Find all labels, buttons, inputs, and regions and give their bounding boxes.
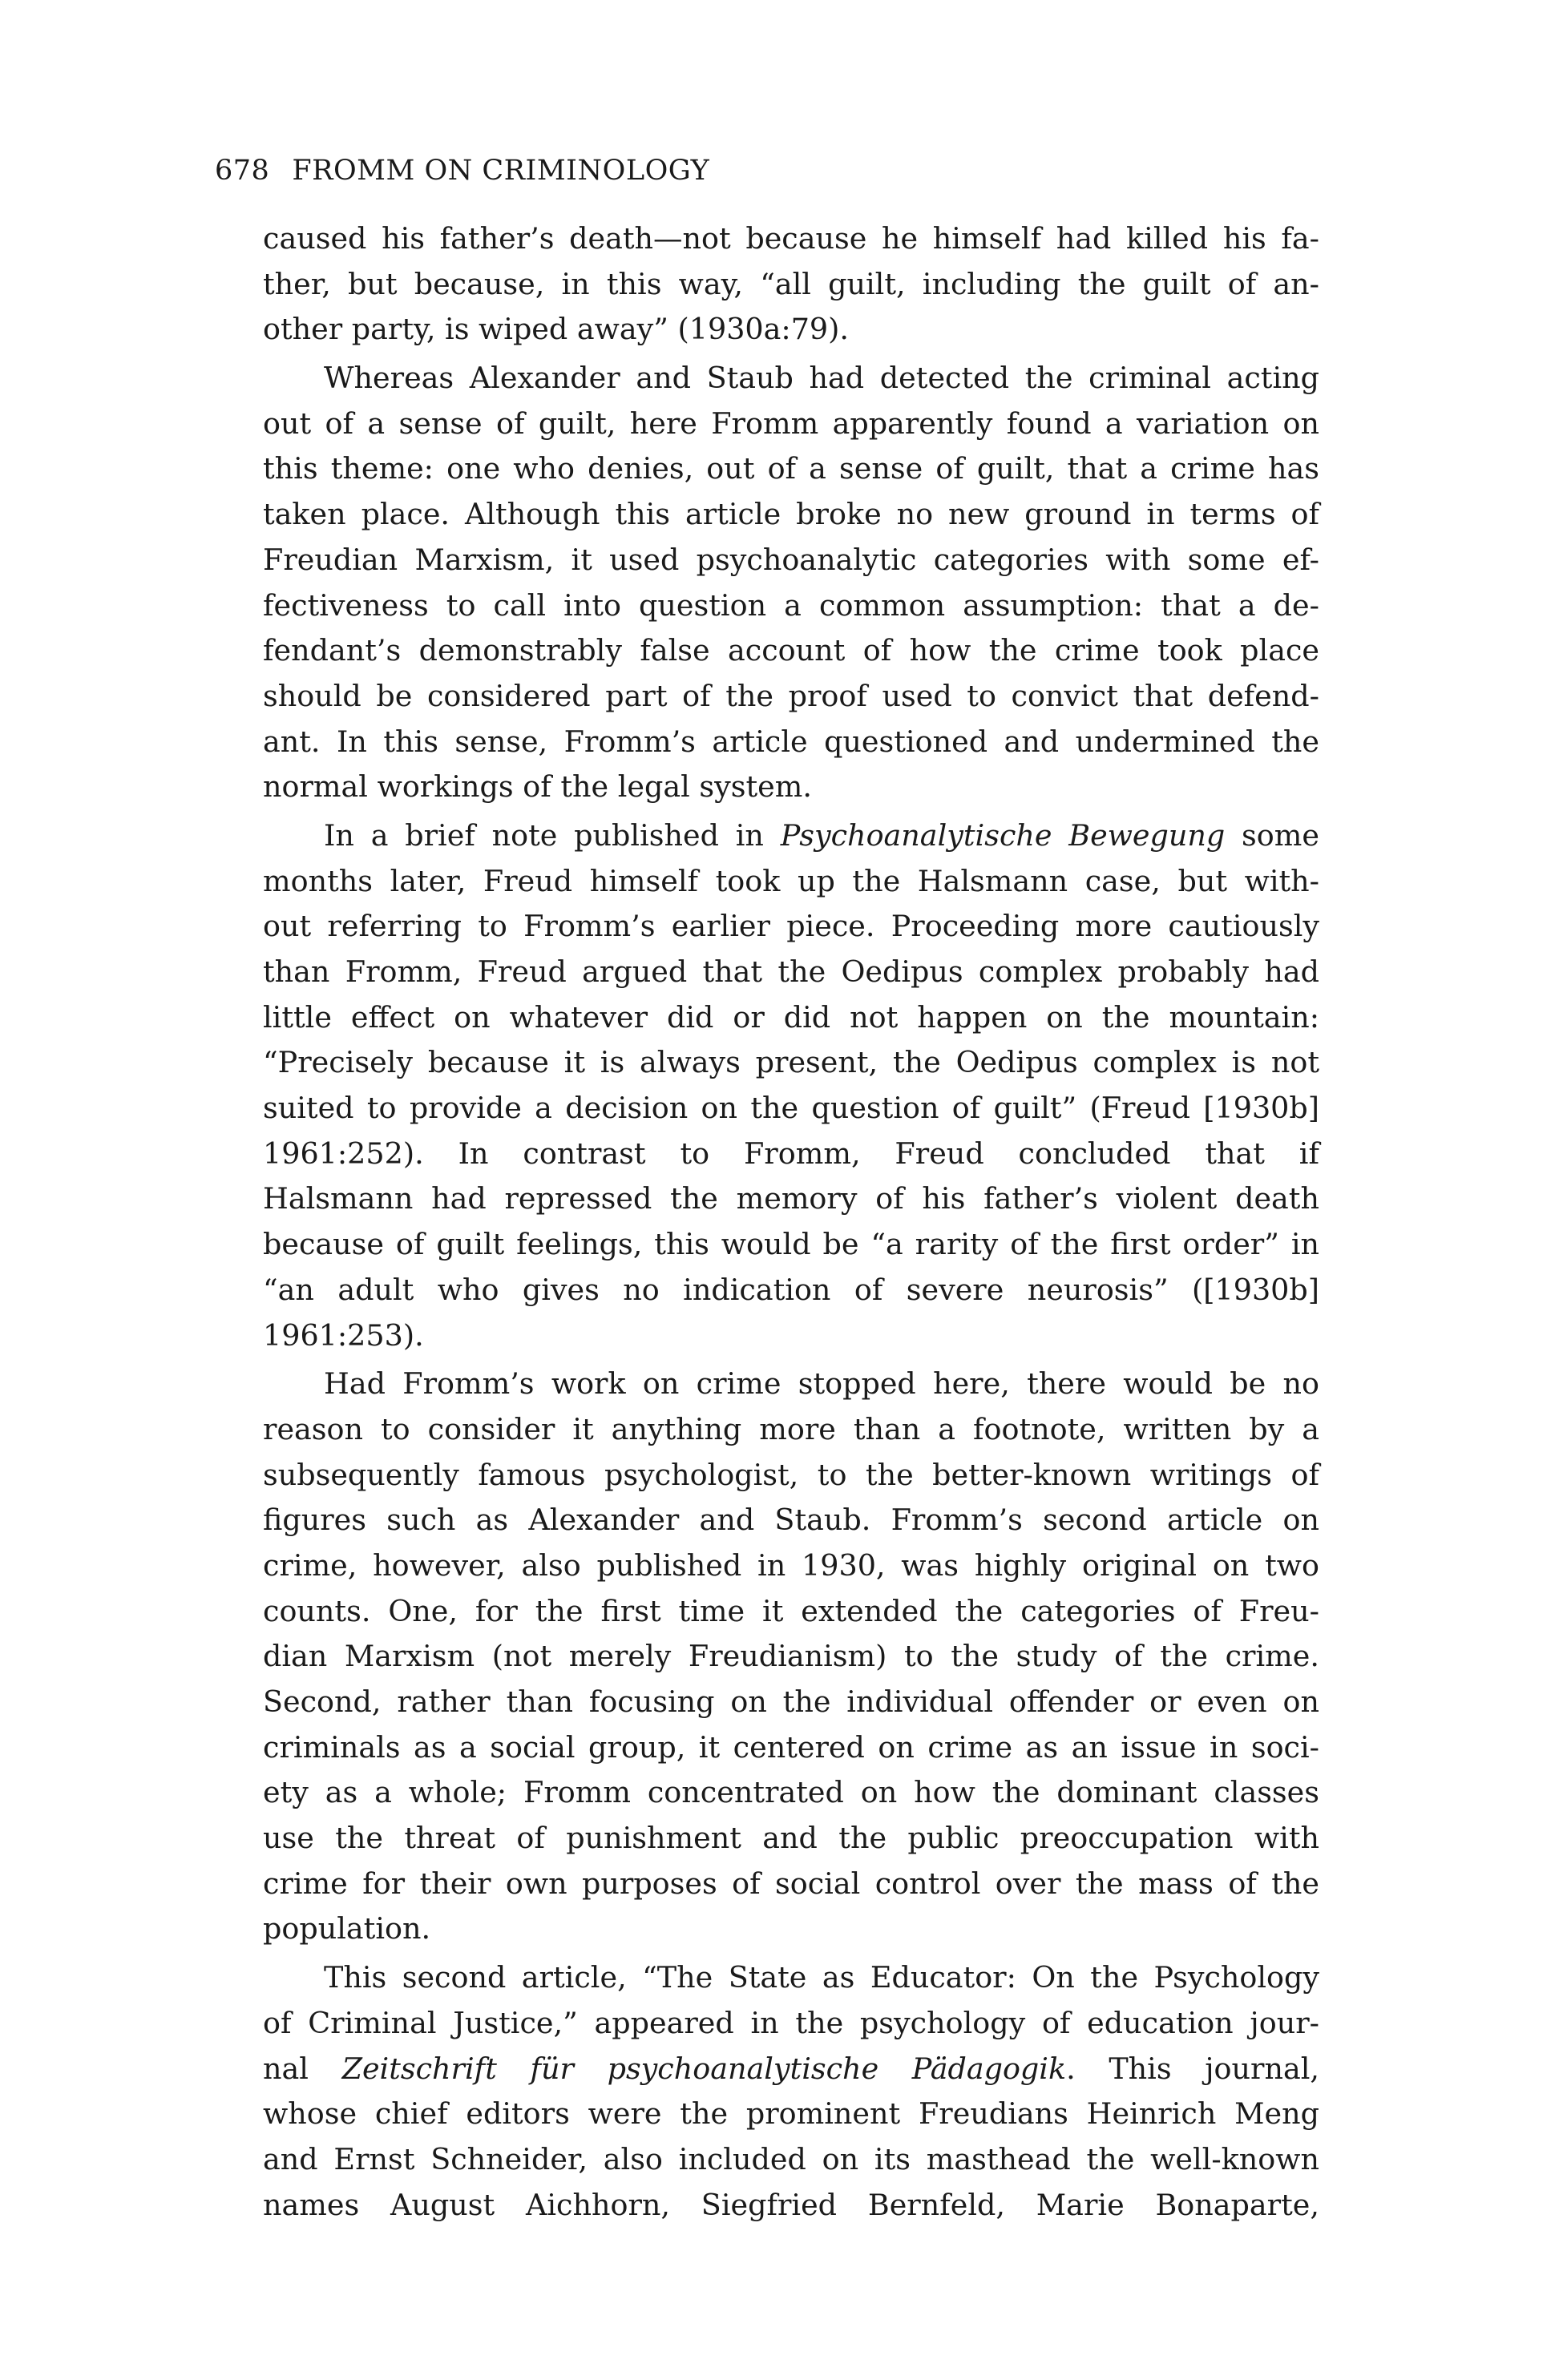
text-line: this theme: one who denies, out of a sense of guilt, that a crime has — [263, 451, 1319, 486]
paragraph — [263, 356, 1319, 810]
text-line: because of guilt feelings, this would be “a rarity of the first order” in — [263, 1227, 1319, 1262]
text-line: fectiveness to call into question a common assumption: that a de- — [263, 587, 1319, 623]
text-line: Freudian Marxism, it used psychoanalytic categories with some ef- — [263, 542, 1319, 577]
running-head — [215, 157, 709, 185]
text-line: of Criminal Justice,” appeared in the psychology of education jour- — [263, 2005, 1319, 2040]
text-line: than Fromm, Freud argued that the Oedipus complex probably had — [263, 954, 1319, 989]
text-line: little effect on whatever did or did not happen on the mountain: — [263, 999, 1319, 1035]
text-line: Second, rather than focusing on the individual offender or even on — [263, 1684, 1319, 1719]
text-line: use the threat of punishment and the public preoccupation with — [263, 1821, 1319, 1856]
paragraph — [263, 1955, 1319, 2228]
text-line: suited to provide a decision on the question of guilt” (Freud [1930b] — [263, 1091, 1319, 1126]
text-line: 1961:252). In contrast to Fromm, Freud concluded that if — [263, 1136, 1319, 1171]
text-line: 1961:253). — [263, 1317, 424, 1353]
text-line: should be considered part of the proof used to convict that defend- — [263, 678, 1319, 713]
text-line: out of a sense of guilt, here Fromm apparently found a variation on — [263, 405, 1319, 441]
text-line: normal workings of the legal system. — [263, 769, 812, 805]
text-line: reason to consider it anything more than a footnote, written by a — [263, 1411, 1319, 1446]
paragraph — [263, 1361, 1319, 1952]
paragraph — [263, 813, 1319, 1358]
text-line: and Ernst Schneider, also included on its masthead the well-known — [263, 2141, 1319, 2176]
text-line: This second article, “The State as Educator: On the Psychology — [324, 1960, 1319, 1995]
text-line: criminals as a social group, it centered on crime as an issue in soci- — [263, 1729, 1319, 1765]
paragraph — [263, 216, 1319, 353]
text-line: names August Aichhorn, Siegfried Bernfeld, Marie Bonaparte, — [263, 2187, 1319, 2222]
page-number: 678 — [215, 155, 270, 187]
text-line: ther, but because, in this way, “all guilt, including the guilt of an- — [263, 266, 1319, 301]
text-line: figures such as Alexander and Staub. Fromm’s second article on — [263, 1503, 1319, 1538]
text-line: population. — [263, 1911, 431, 1946]
text-line: In a brief note published in Psychoanalytische Bewegung some — [324, 817, 1319, 853]
text-line: caused his father’s death—not because he himself had killed his fa- — [263, 221, 1319, 256]
text-line: ant. In this sense, Fromm’s article questioned and undermined the — [263, 724, 1319, 759]
text-line: crime for their own purposes of social control over the mass of the — [263, 1866, 1319, 1901]
text-line: Halsmann had repressed the memory of his father’s violent death — [263, 1181, 1319, 1216]
text-line: taken place. Although this article broke no new ground in terms of — [263, 497, 1319, 532]
text-line: crime, however, also published in 1930, was highly original on two — [263, 1547, 1319, 1583]
text-line: out referring to Fromm’s earlier piece. Proceeding more cautiously — [263, 909, 1319, 944]
text-line: Had Fromm’s work on crime stopped here, there would be no — [324, 1366, 1319, 1402]
text-line: subsequently famous psychologist, to the better-known writings of — [263, 1457, 1319, 1492]
text-line: other party, is wiped away” (1930a:79). — [263, 312, 849, 347]
text-line: dian Marxism (not merely Freudianism) to the study of the crime. — [263, 1639, 1319, 1674]
text-line: whose chief editors were the prominent Freudians Heinrich Meng — [263, 2096, 1319, 2132]
text-line: ety as a whole; Fromm concentrated on how the dominant classes — [263, 1775, 1319, 1810]
running-head-title: FROMM ON CRIMINOLOGY — [292, 155, 710, 187]
text-line: “Precisely because it is always present, the Oedipus complex is not — [263, 1045, 1319, 1080]
body-text — [263, 216, 1319, 2228]
text-line: months later, Freud himself took up the Halsmann case, but with- — [263, 863, 1319, 898]
text-line: nal Zeitschrift für psychoanalytische Pädagogik. This journal, — [263, 2051, 1319, 2086]
text-line: counts. One, for the first time it extended the categories of Freu- — [263, 1593, 1319, 1628]
text-line: “an adult who gives no indication of severe neurosis” ([1930b] — [263, 1272, 1319, 1307]
text-line: fendant’s demonstrably false account of how the crime took place — [263, 633, 1319, 668]
text-line: Whereas Alexander and Staub had detected the criminal acting — [324, 361, 1319, 396]
